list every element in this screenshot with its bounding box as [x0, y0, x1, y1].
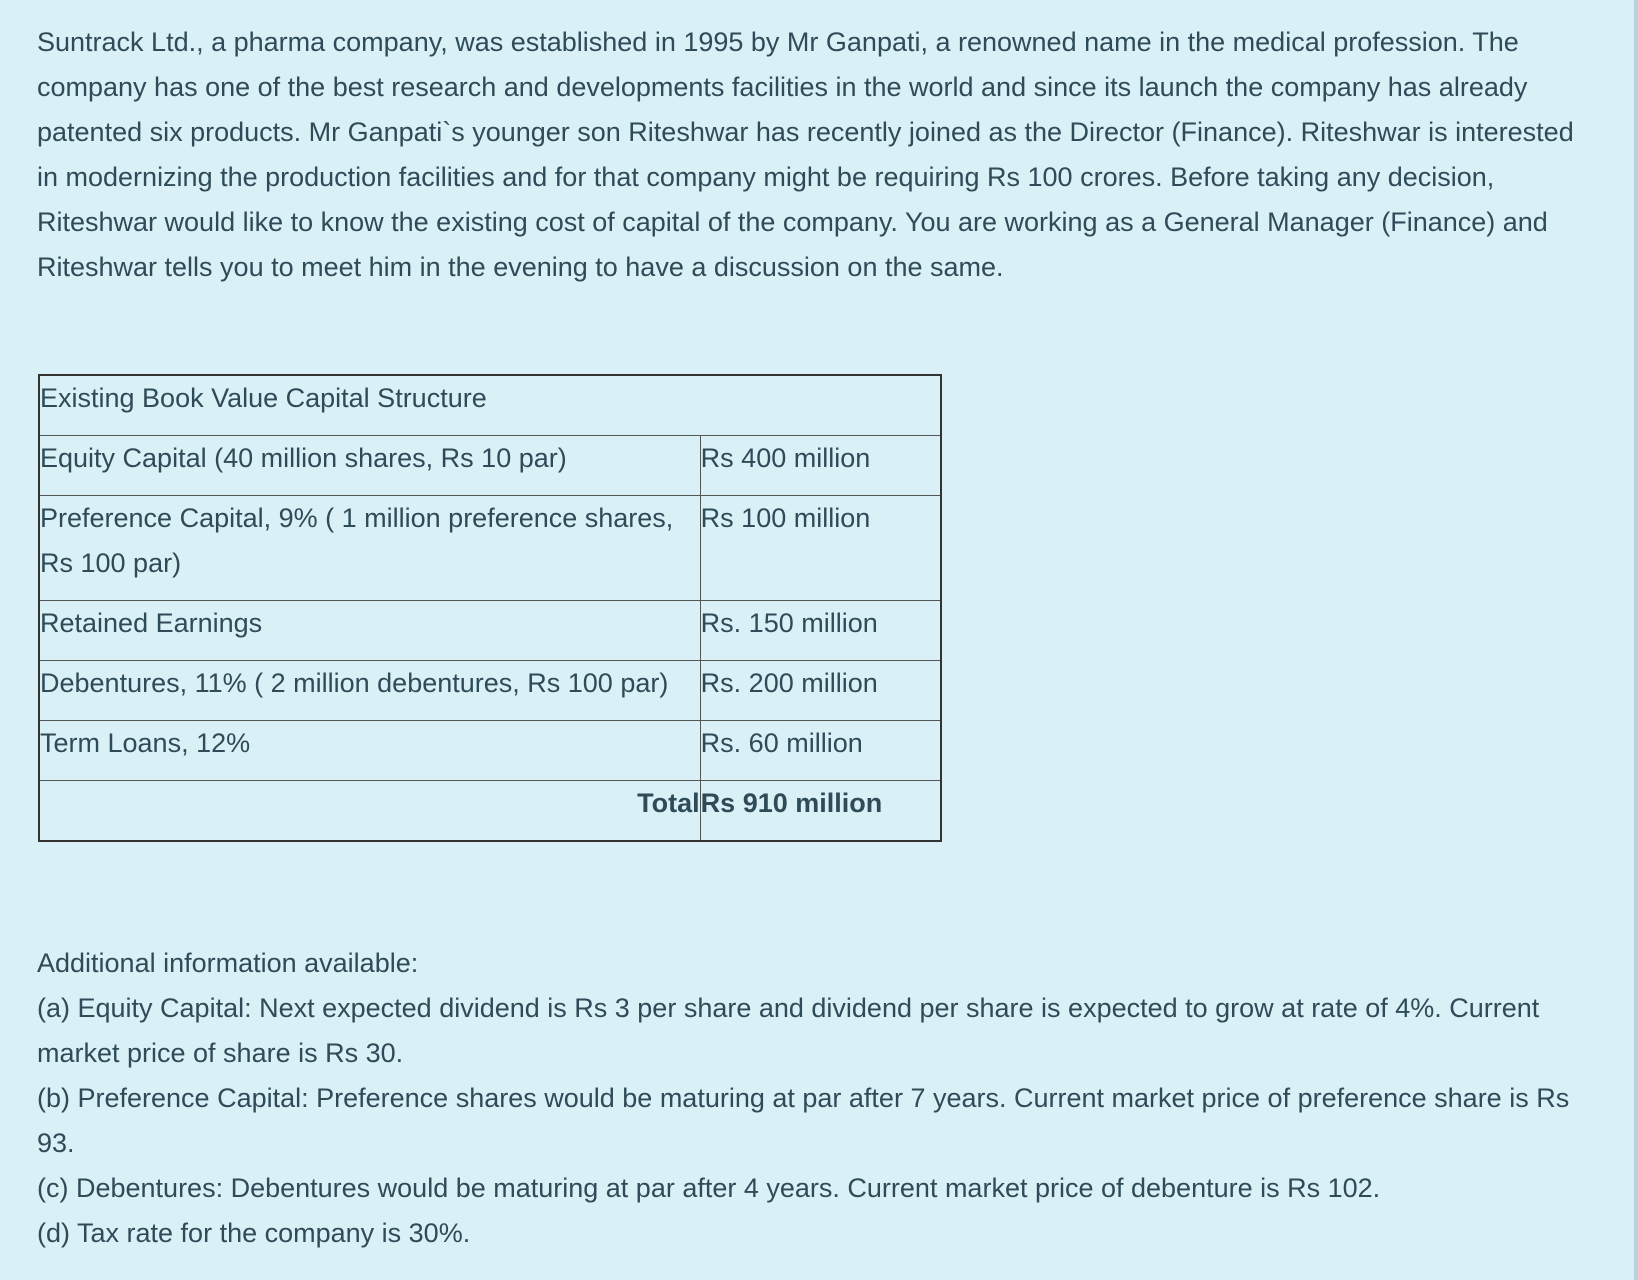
additional-info	[37, 941, 1607, 1256]
additional-heading: Additional information available:	[37, 948, 419, 978]
row-value: Rs 400 million	[700, 436, 941, 496]
additional-item-b: (b) Preference Capital: Preference shares would be maturing at par after 7 years. Current market price of preference share is Rs 93.	[37, 1083, 1570, 1158]
total-value: Rs 910 million	[700, 781, 941, 842]
table-title: Existing Book Value Capital Structure	[39, 375, 941, 436]
row-value: Rs. 200 million	[700, 661, 941, 721]
total-label: Total	[39, 781, 700, 842]
table-row	[39, 436, 941, 496]
intro-paragraph: Suntrack Ltd., a pharma company, was established in 1995 by Mr Ganpati, a renowned name in the medical profession. The company has one of the best research and developments facilities in the world and since its launch the company has already patented six products. Mr Ganpati`s younger son Riteshwar has recently joined as the Director (Finance). Riteshwar is interested in modernizing the production facilities and for that company might be requiring Rs 100 crores. Before taking any decision, Riteshwar would like to know the existing cost of capital of the company. You are working as a General Manager (Finance) and Riteshwar tells you to meet him in the evening to have a discussion on the same.	[37, 27, 1574, 282]
row-value: Rs. 150 million	[700, 601, 941, 661]
row-label: Term Loans, 12%	[39, 721, 700, 781]
additional-item-a: (a) Equity Capital: Next expected dividend is Rs 3 per share and dividend per share is expected to grow at rate of 4%. Current market price of share is Rs 30.	[37, 993, 1540, 1068]
row-value: Rs 100 million	[700, 496, 941, 601]
total-row	[39, 781, 941, 842]
table-row	[39, 496, 941, 601]
row-label: Retained Earnings	[39, 601, 700, 661]
table-row	[39, 661, 941, 721]
table-title-row	[39, 375, 941, 436]
table-row	[39, 721, 941, 781]
table-row	[39, 601, 941, 661]
capital-structure-table	[38, 374, 942, 842]
row-label: Debentures, 11% ( 2 million debentures, Rs 100 par)	[39, 661, 700, 721]
additional-item-d: (d) Tax rate for the company is 30%.	[37, 1218, 471, 1248]
additional-item-c: (c) Debentures: Debentures would be maturing at par after 4 years. Current market price of debenture is Rs 102.	[37, 1173, 1381, 1203]
row-label: Preference Capital, 9% ( 1 million preference shares, Rs 100 par)	[39, 496, 700, 601]
row-value: Rs. 60 million	[700, 721, 941, 781]
scrollbar-edge	[1634, 0, 1638, 1280]
row-label: Equity Capital (40 million shares, Rs 10 par)	[39, 436, 700, 496]
